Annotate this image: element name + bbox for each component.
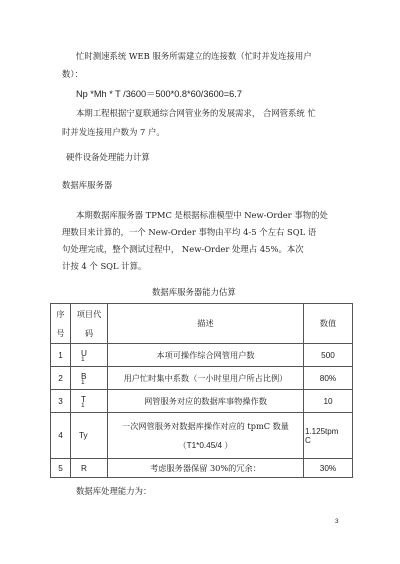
paragraph-3-line-3: 句处理完成，整个测试过程中， New-Order 处理占 45%。本次 bbox=[62, 244, 304, 254]
capacity-table bbox=[50, 303, 353, 478]
header-seq-line-1: 序 bbox=[56, 308, 65, 319]
paragraph-1-line-1: 忙时测速系统 WEB 服务所需建立的连接数（忙时并发连接用户 bbox=[76, 51, 312, 61]
cell-code-main: U bbox=[81, 348, 87, 358]
cell-value-line-1: 1.125tpm bbox=[305, 426, 339, 436]
paragraph-3-line-1: 本期数据库服务器 TPMC 是根据标准模型中 New-Order 事物的处 bbox=[76, 210, 328, 220]
header-value: 数值 bbox=[304, 304, 353, 344]
cell-seq: 3 bbox=[51, 390, 71, 413]
cell-code bbox=[71, 390, 108, 413]
paragraph-3-line-4: 计按 4 个 SQL 计算。 bbox=[62, 261, 147, 271]
cell-seq: 5 bbox=[51, 459, 71, 478]
cell-desc-line-1: 一次网管服务对数据库操作对应的 tpmC 数量 bbox=[122, 420, 289, 431]
table-row bbox=[51, 390, 353, 413]
cell-code-sub: 1 bbox=[81, 355, 85, 363]
page-number: 3 bbox=[335, 518, 339, 525]
heading-hardware-capacity: 硬件设备处理能力计算 bbox=[66, 152, 150, 162]
cell-code-sub: 1 bbox=[81, 401, 85, 409]
cell-desc: 本项可操作综合网管用户数 bbox=[108, 344, 304, 367]
cell-desc: 网管服务对应的数据库事物操作数 bbox=[108, 390, 304, 413]
cell-value: 80% bbox=[304, 367, 353, 390]
paragraph-2-line-1: 本期工程根据宁夏联通综合网管业务的发展需求， 合网管系统 忙 bbox=[76, 108, 316, 118]
table-row bbox=[51, 413, 353, 459]
table-caption: 数据库服务器能力估算 bbox=[152, 287, 236, 297]
paragraph-2-line-2: 时并发连接用户数为 7 户。 bbox=[62, 127, 165, 137]
footer-paragraph: 数据库处理能力为： bbox=[76, 486, 152, 496]
table-row bbox=[51, 344, 353, 367]
cell-code: Ty bbox=[71, 413, 108, 459]
header-seq-line-2: 号 bbox=[56, 327, 65, 338]
cell-value: 30% bbox=[304, 459, 353, 478]
cell-seq: 4 bbox=[51, 413, 71, 459]
formula-line: Np *Mh * T /3600＝500*0.8*60/3600=6.7 bbox=[76, 89, 242, 99]
cell-desc-line-2: （T1*0.45/4 ） bbox=[178, 440, 233, 450]
cell-seq: 1 bbox=[51, 344, 71, 367]
cell-code: R bbox=[71, 459, 108, 478]
table-row bbox=[51, 459, 353, 478]
header-code-line-1: 项目代 bbox=[76, 308, 102, 319]
table-row bbox=[51, 367, 353, 390]
cell-code bbox=[71, 367, 108, 390]
table-header-row bbox=[51, 304, 353, 344]
cell-code bbox=[71, 344, 108, 367]
header-code bbox=[71, 304, 108, 344]
heading-database-server: 数据库服务器 bbox=[62, 180, 113, 190]
header-code-line-2: 码 bbox=[84, 327, 94, 338]
header-desc: 描述 bbox=[108, 304, 304, 344]
cell-desc: 用户忙时集中系数（一小时里用户所占比例） bbox=[108, 367, 304, 390]
cell-code-sub: 1 bbox=[81, 378, 85, 386]
header-seq bbox=[51, 304, 71, 344]
cell-desc bbox=[108, 413, 304, 459]
paragraph-3-line-2: 理数目来计算的，一个 New-Order 事物由平均 4-5 个左右 SQL 语 bbox=[62, 227, 317, 237]
cell-value: 500 bbox=[304, 344, 353, 367]
cell-code-main: B bbox=[81, 371, 87, 381]
cell-desc: 考虑服务器保留 30%的冗余： bbox=[108, 459, 304, 478]
cell-value: 10 bbox=[304, 390, 353, 413]
cell-value bbox=[304, 413, 353, 459]
cell-code-main: T bbox=[81, 394, 87, 404]
cell-seq: 2 bbox=[51, 367, 71, 390]
paragraph-1-line-2: 数）： bbox=[62, 69, 83, 79]
cell-value-line-2: C bbox=[305, 435, 311, 445]
